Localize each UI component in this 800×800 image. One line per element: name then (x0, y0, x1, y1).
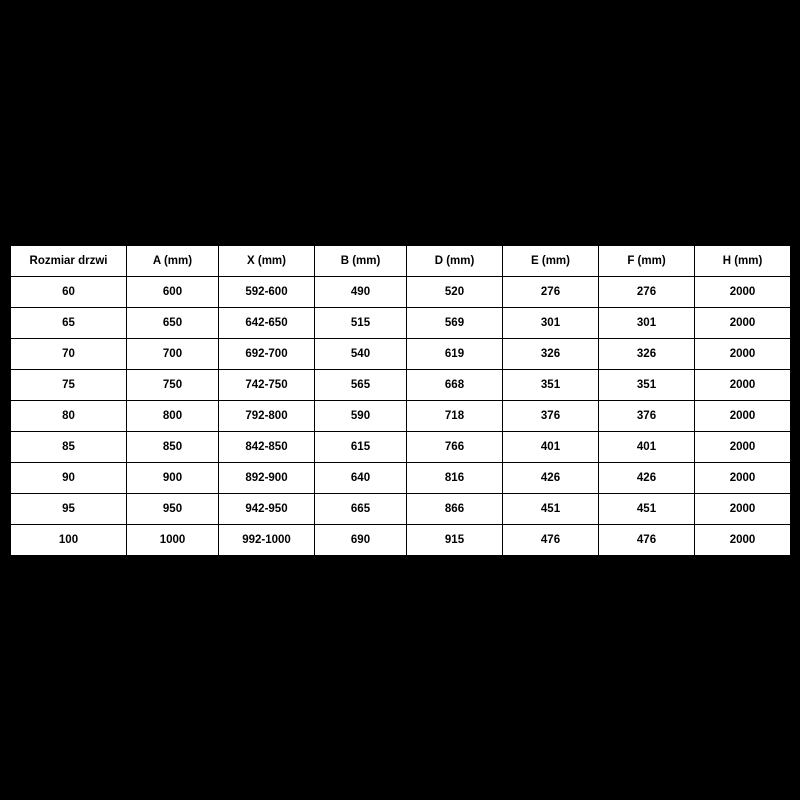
cell-b: 515 (315, 308, 407, 339)
cell-door-size: 80 (11, 401, 127, 432)
cell-x: 992-1000 (219, 525, 315, 556)
cell-x: 942-950 (219, 494, 315, 525)
cell-f: 476 (599, 525, 695, 556)
cell-h: 2000 (695, 339, 791, 370)
cell-b: 540 (315, 339, 407, 370)
cell-h: 2000 (695, 308, 791, 339)
cell-d: 520 (407, 277, 503, 308)
column-header-h: H (mm) (695, 246, 791, 277)
table-row (11, 432, 791, 463)
table-header-row (11, 246, 791, 277)
cell-h: 2000 (695, 494, 791, 525)
table-row (11, 401, 791, 432)
cell-b: 690 (315, 525, 407, 556)
cell-e: 401 (503, 432, 599, 463)
cell-b: 640 (315, 463, 407, 494)
table-row (11, 494, 791, 525)
cell-e: 276 (503, 277, 599, 308)
table-header (11, 246, 791, 277)
table-row (11, 308, 791, 339)
cell-e: 351 (503, 370, 599, 401)
cell-a: 600 (127, 277, 219, 308)
cell-e: 426 (503, 463, 599, 494)
cell-d: 569 (407, 308, 503, 339)
column-header-d: D (mm) (407, 246, 503, 277)
cell-door-size: 100 (11, 525, 127, 556)
table-row (11, 463, 791, 494)
cell-f: 301 (599, 308, 695, 339)
size-table-container (10, 245, 790, 556)
cell-a: 1000 (127, 525, 219, 556)
cell-e: 301 (503, 308, 599, 339)
cell-x: 792-800 (219, 401, 315, 432)
column-header-door-size: Rozmiar drzwi (11, 246, 127, 277)
cell-door-size: 75 (11, 370, 127, 401)
cell-f: 401 (599, 432, 695, 463)
cell-h: 2000 (695, 277, 791, 308)
column-header-x: X (mm) (219, 246, 315, 277)
table-row (11, 370, 791, 401)
door-size-table (10, 245, 791, 556)
cell-f: 451 (599, 494, 695, 525)
cell-a: 900 (127, 463, 219, 494)
table-row (11, 525, 791, 556)
cell-d: 816 (407, 463, 503, 494)
cell-f: 276 (599, 277, 695, 308)
cell-door-size: 90 (11, 463, 127, 494)
cell-b: 490 (315, 277, 407, 308)
cell-b: 590 (315, 401, 407, 432)
cell-f: 326 (599, 339, 695, 370)
cell-d: 866 (407, 494, 503, 525)
cell-d: 915 (407, 525, 503, 556)
cell-e: 326 (503, 339, 599, 370)
cell-e: 376 (503, 401, 599, 432)
cell-door-size: 65 (11, 308, 127, 339)
cell-x: 642-650 (219, 308, 315, 339)
cell-d: 766 (407, 432, 503, 463)
cell-h: 2000 (695, 463, 791, 494)
column-header-f: F (mm) (599, 246, 695, 277)
cell-x: 842-850 (219, 432, 315, 463)
column-header-a: A (mm) (127, 246, 219, 277)
cell-b: 665 (315, 494, 407, 525)
cell-door-size: 95 (11, 494, 127, 525)
cell-f: 376 (599, 401, 695, 432)
cell-x: 592-600 (219, 277, 315, 308)
cell-h: 2000 (695, 370, 791, 401)
cell-a: 850 (127, 432, 219, 463)
column-header-e: E (mm) (503, 246, 599, 277)
cell-d: 668 (407, 370, 503, 401)
cell-a: 950 (127, 494, 219, 525)
column-header-b: B (mm) (315, 246, 407, 277)
cell-e: 451 (503, 494, 599, 525)
cell-door-size: 70 (11, 339, 127, 370)
cell-h: 2000 (695, 432, 791, 463)
table-row (11, 339, 791, 370)
cell-a: 750 (127, 370, 219, 401)
cell-x: 692-700 (219, 339, 315, 370)
table-body (11, 277, 791, 556)
table-row (11, 277, 791, 308)
cell-d: 619 (407, 339, 503, 370)
cell-f: 426 (599, 463, 695, 494)
cell-b: 615 (315, 432, 407, 463)
cell-a: 800 (127, 401, 219, 432)
cell-h: 2000 (695, 525, 791, 556)
cell-a: 700 (127, 339, 219, 370)
cell-door-size: 85 (11, 432, 127, 463)
cell-a: 650 (127, 308, 219, 339)
cell-e: 476 (503, 525, 599, 556)
cell-d: 718 (407, 401, 503, 432)
cell-x: 742-750 (219, 370, 315, 401)
cell-b: 565 (315, 370, 407, 401)
cell-h: 2000 (695, 401, 791, 432)
cell-door-size: 60 (11, 277, 127, 308)
cell-x: 892-900 (219, 463, 315, 494)
cell-f: 351 (599, 370, 695, 401)
